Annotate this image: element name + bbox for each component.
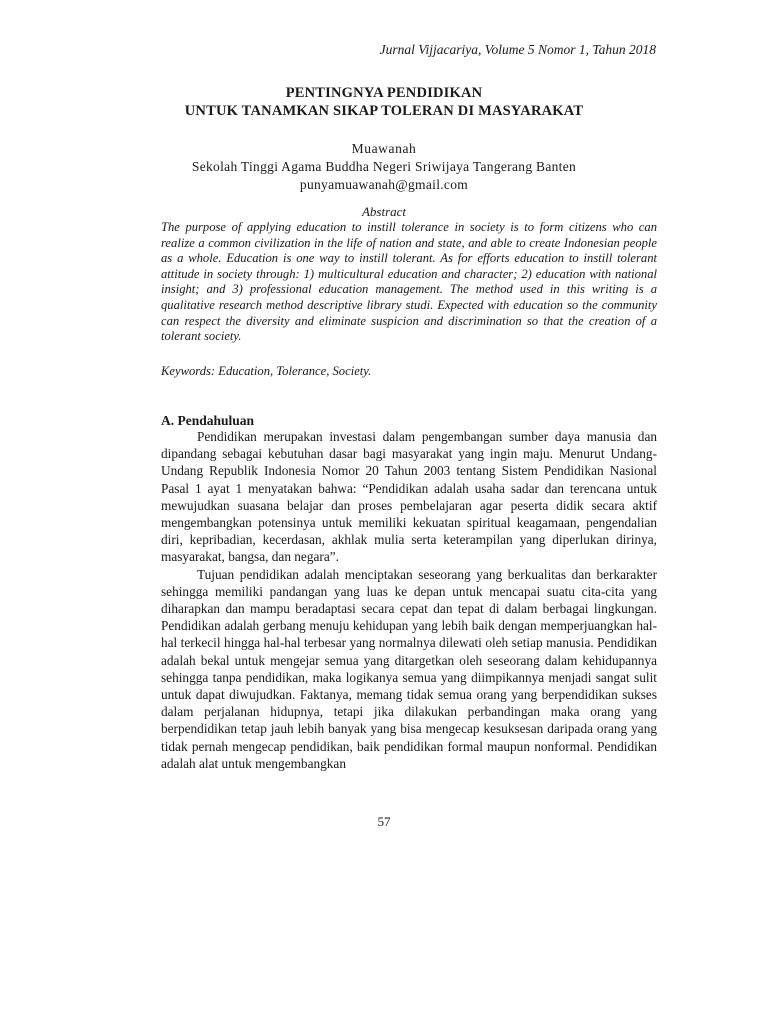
title-line-1: PENTINGNYA PENDIDIKAN — [285, 85, 483, 101]
section-body — [161, 428, 657, 772]
abstract-text: The purpose of applying education to instill tolerance in society is to form citizens who can realize a common civilization in the life of nation and state, and able to create Indonesian people as a whole. Education is one way to instill tolerant. As for efforts education to instill tolerant attitude in society through: 1) multicultural education and character; 2) education with national insight; and 3) professional education management. The method used in this writing is a qualitative research method descriptive library studi. Expected with education so the community can respect the diversity and eliminate suspicion and discrimination so that the creation of a tolerant society. — [161, 220, 657, 344]
abstract-heading: Abstract — [361, 204, 407, 219]
title-line-2: UNTUK TANAMKAN SIKAP TOLERAN DI MASYARAKAT — [184, 103, 584, 119]
keywords: Keywords: Education, Tolerance, Society. — [161, 364, 372, 378]
title-block — [0, 84, 768, 194]
paragraph: Tujuan pendidikan adalah menciptakan seseorang yang berkualitas dan berkarakter sehingga memiliki pandangan yang luas ke depan untuk mencapai suatu cita-cita yang diharapkan dan mampu beradaptasi secara cepat dan tepat di dalam berbagai lingkungan. Pendidikan adalah gerbang menuju kehidupan yang lebih baik dengan memperjuangkan hal-hal terkecil hingga hal-hal terbesar yang normalnya dilewati oleh setiap manusia. Pendidikan adalah bekal untuk mengejar semua yang ditargetkan oleh seseorang dalam kehidupannya sehingga tanpa pendidikan, maka logikanya semua yang diimpikannya menjadi sangat sulit untuk dapat diwujudkan. Faktanya, memang tidak semua orang yang berpendidikan sukses dalam perjalanan hidupnya, tetapi jika dilakukan perbandingan maka orang yang berpendidikan tetap jauh lebih banyak yang bisa mengecap kesuksesan daripada orang yang tidak pernah mengecap pendidikan, baik pendidikan formal maupun nonformal. Pendidikan adalah alat untuk mengembangkan — [161, 566, 657, 771]
author-affiliation: Sekolah Tinggi Agama Buddha Negeri Sriwijaya Tangerang Banten — [191, 159, 577, 174]
author-email: punyamuawanah@gmail.com — [299, 177, 469, 192]
section-heading: A. Pendahuluan — [161, 413, 255, 428]
page-number: 57 — [377, 814, 391, 829]
paragraph: Pendidikan merupakan investasi dalam pengembangan sumber daya manusia dan dipandang sebagai kebutuhan dasar bagi masyarakat yang ingin maju. Menurut Undang-Undang Republik Indonesia Nomor 20 Tahun 2003 tentang Sistem Pendidikan Nasional Pasal 1 ayat 1 menyatakan bahwa: “Pendidikan adalah usaha sadar dan terencana untuk mewujudkan suasana belajar dan proses pembelajaran agar peserta didik secara aktif mengembangkan potensinya untuk memiliki kekuatan spiritual keagamaan, pengendalian diri, kepribadian, kecerdasan, akhlak mulia serta keterampilan yang diperlukan dirinya, masyarakat, bangsa, dan negara”. — [161, 429, 657, 565]
author-name: Muawanah — [351, 141, 417, 156]
journal-header: Jurnal Vijjacariya, Volume 5 Nomor 1, Tahun 2018 — [379, 42, 656, 57]
